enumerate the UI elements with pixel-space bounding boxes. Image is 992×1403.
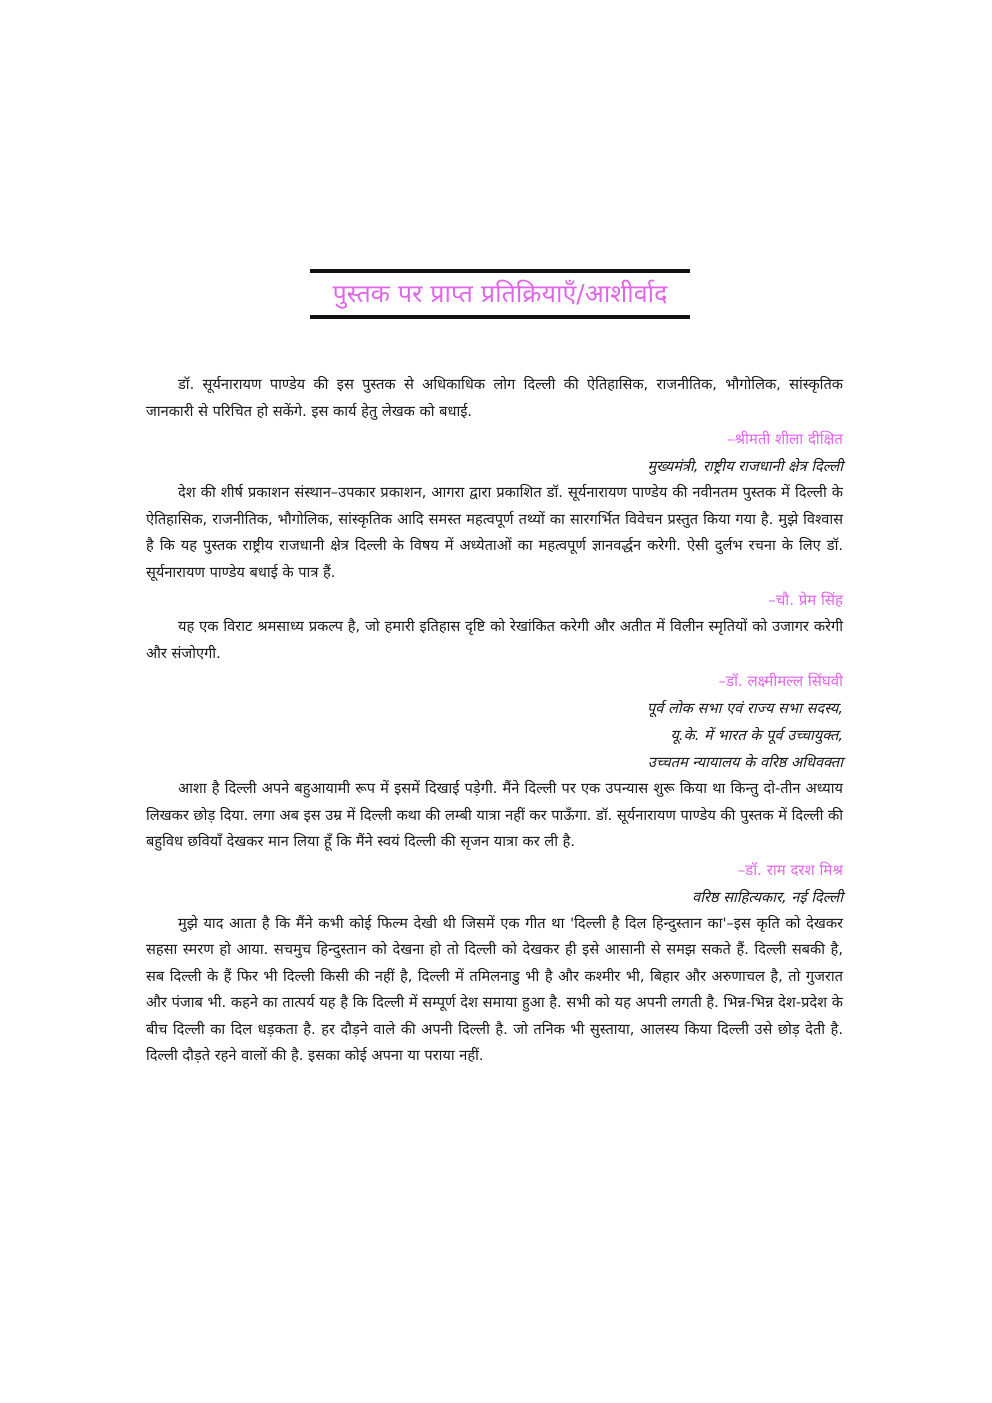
testimonial [146, 480, 843, 614]
title-top-rule [310, 269, 690, 273]
testimonial-designation: वरिष्ठ साहित्यकार, नई दिल्ली [692, 888, 843, 906]
testimonial-designation: उच्चतम न्यायालय के वरिष्ठ अधिवक्ता [647, 754, 843, 771]
testimonial-author: –डॉ. राम दरश मिश्र [737, 860, 843, 879]
testimonial-designation: मुख्यमंत्री, राष्ट्रीय राजधानी क्षेत्र दिल्ली [647, 458, 843, 475]
testimonial-text: डॉ. सूर्यनारायण पाण्डेय की इस पुस्तक से अधिकाधिक लोग दिल्ली की ऐतिहासिक, राजनीतिक, भौगोलिक, सांस्कृतिक जानकारी से परिचित हो सकेंगे. इस कार्य हेतु लेखक को बधाई. [146, 376, 843, 420]
testimonial-text: यह एक विराट श्रमसाध्य प्रकल्प है, जो हमारी इतिहास दृष्टि को रेखांकित करेगी और अतीत में विलीन स्मृतियों को उजागर करेगी और संजोएगी. [146, 618, 843, 662]
testimonial-text: मुझे याद आता है कि मैंने कभी कोई फिल्म देखी थी जिसमें एक गीत था 'दिल्ली है दिल हिन्दुस्तान का'–इस कृति को देखकर सहसा स्मरण हो आया. सचमुच हिन्दुस्तान को देखना हो तो दिल्ली को देखकर ही इसे आसानी से समझ सकते हैं. दिल्ली सबकी है, सब दिल्ली के हैं फिर भी दिल्ली किसी की नहीं है, दिल्ली में तमिलनाडु भी है और कश्मीर भी, बिहार और अरुणाचल है, तो गुजरात और पंजाब भी. कहने का तात्पर्य यह है कि दिल्ली में सम्पूर्ण देश समाया हुआ है. सभी को यह अपनी लगती है. भिन्न-भिन्न देश-प्रदेश के बीच दिल्ली का दिल धड़कता है. हर दौड़ने वाले की अपनी दिल्ली है. जो तनिक भी सुस्ताया, आलस्य किया दिल्ली उसे छोड़ देती है. दिल्ली दौड़ते रहने वालों की है. इसका कोई अपना या पराया नहीं. [146, 914, 843, 1064]
page-title-block [310, 269, 690, 319]
testimonials-section [146, 372, 843, 1070]
testimonial-designation: पूर्व लोक सभा एवं राज्य सभा सदस्य, [646, 700, 843, 717]
testimonial [146, 372, 843, 480]
testimonial [146, 911, 843, 1070]
testimonial-text: आशा है दिल्ली अपने बहुआयामी रूप में इसमें दिखाई पड़ेगी. मैंने दिल्ली पर एक उपन्यास शुरू किया था किन्तु दो-तीन अध्याय लिखकर छोड़ दिया. लगा अब इस उम्र में दिल्ली कथा की लम्बी यात्रा नहीं कर पाऊँगा. डॉ. सूर्यनारायण पाण्डेय की पुस्तक में दिल्ली की बहुविध छवियाँ देखकर मान लिया हूँ कि मैंने स्वयं दिल्ली की सृजन यात्रा कर ली है. [146, 780, 843, 850]
testimonial-author: –श्रीमती शीला दीक्षित [726, 430, 843, 448]
testimonial-author: –डॉ. लक्ष्मीमल्ल सिंघवी [718, 672, 843, 690]
testimonial-designation: यू.के. में भारत के पूर्व उच्चायुक्त, [670, 727, 843, 744]
testimonial [146, 776, 843, 911]
page-title: पुस्तक पर प्राप्त प्रतिक्रियाएँ/आशीर्वाद [332, 279, 668, 308]
testimonial-author: –चौ. प्रेम सिंह [768, 591, 843, 609]
testimonial [146, 614, 843, 776]
title-bottom-rule [310, 315, 690, 319]
testimonial-text: देश की शीर्ष प्रकाशन संस्थान–उपकार प्रकाशन, आगरा द्वारा प्रकाशित डॉ. सूर्यनारायण पाण्डेय की नवीनतम पुस्तक में दिल्ली के ऐतिहासिक, राजनीतिक, भौगोलिक, सांस्कृतिक आदि समस्त महत्वपूर्ण तथ्यों का सारगर्भित विवेचन प्रस्तुत किया गया है. मुझे विश्वास है कि यह पुस्तक राष्ट्रीय राजधानी क्षेत्र दिल्ली के विषय में अध्येताओं का महत्वपूर्ण ज्ञानवर्द्धन करेगी. ऐसी दुर्लभ रचना के लिए डॉ. सूर्यनारायण पाण्डेय बधाई के पात्र हैं. [146, 484, 843, 581]
